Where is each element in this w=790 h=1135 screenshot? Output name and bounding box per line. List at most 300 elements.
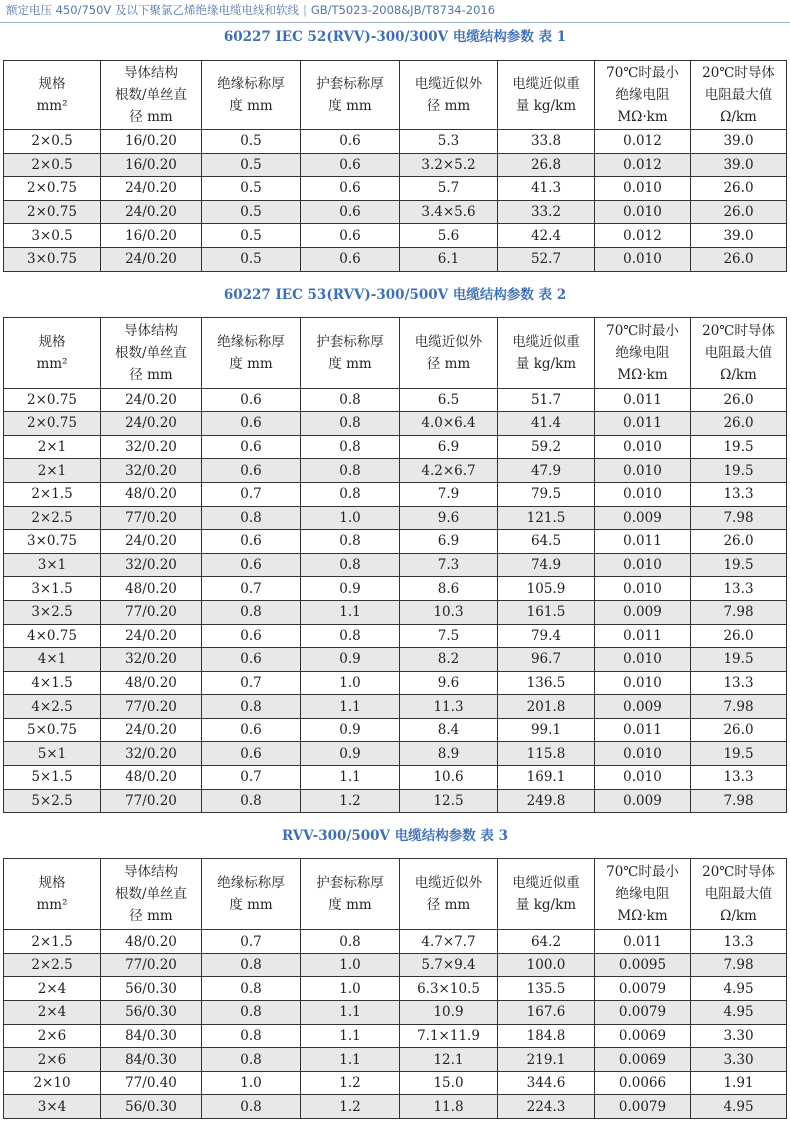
cell-insulation-thickness: 0.7: [202, 766, 301, 790]
column-header-line: MΩ·km: [617, 366, 668, 383]
table-row: [4, 671, 787, 695]
table-row: [4, 718, 787, 742]
table-row: [4, 506, 787, 530]
cell-outer-diameter: 11.3: [400, 695, 498, 719]
cell-spec: 2×0.5: [4, 153, 101, 177]
table-row: [4, 742, 787, 766]
cell-spec: 5×1: [4, 742, 101, 766]
cell-insulation-resistance: 0.009: [595, 506, 691, 530]
cell-insulation-resistance: 0.010: [595, 766, 691, 790]
column-header-line: 20℃时导体: [702, 322, 775, 339]
cell-insulation-resistance: 0.009: [595, 789, 691, 813]
column-header-line: 根数/单丝直: [114, 87, 188, 103]
cell-insulation-thickness: 0.8: [202, 695, 301, 719]
cell-conductor-resistance: 7.98: [691, 953, 787, 977]
column-header-conductor-structure: [101, 317, 202, 388]
cell-spec: 4×2.5: [4, 695, 101, 719]
cell-outer-diameter: 10.6: [400, 766, 498, 790]
column-header-line: 规格: [38, 76, 66, 92]
column-header-line: 根数/单丝直: [114, 344, 188, 361]
cell-spec: 5×0.75: [4, 718, 101, 742]
column-header-line: 电阻最大值: [704, 344, 773, 361]
column-header-line: 电缆近似外: [414, 76, 483, 92]
cell-insulation-resistance: 0.009: [595, 600, 691, 624]
cell-sheath-thickness: 0.9: [301, 742, 400, 766]
cell-insulation-thickness: 0.8: [202, 600, 301, 624]
column-header-line: 度 mm: [229, 98, 273, 114]
cell-insulation-thickness: 0.7: [202, 930, 301, 954]
cell-insulation-thickness: 0.5: [202, 200, 301, 224]
cell-outer-diameter: 8.2: [400, 648, 498, 672]
table-1-title: 60227 IEC 52(RVV)-300/300V 电缆结构参数 表 1: [223, 29, 567, 45]
column-header-line: 20℃时导体: [702, 65, 775, 81]
cell-spec: 2×2.5: [4, 506, 101, 530]
cell-conductor-resistance: 3.30: [691, 1048, 787, 1072]
cell-weight: 64.2: [498, 930, 595, 954]
column-header-line: 电缆近似外: [414, 875, 483, 892]
cell-spec: 3×2.5: [4, 600, 101, 624]
cell-insulation-resistance: 0.010: [595, 247, 691, 271]
column-header-conductor-resistance: [691, 317, 787, 388]
cell-weight: 201.8: [498, 695, 595, 719]
column-header-line: 度 mm: [229, 897, 273, 914]
cell-spec: 4×0.75: [4, 624, 101, 648]
cell-outer-diameter: 4.2×6.7: [400, 459, 498, 483]
cell-weight: 344.6: [498, 1071, 595, 1095]
cell-sheath-thickness: 0.8: [301, 388, 400, 412]
cell-conductor-resistance: 39.0: [691, 224, 787, 248]
cell-spec: 3×0.5: [4, 224, 101, 248]
table-row: [4, 200, 787, 224]
cell-conductor-structure: 24/0.20: [101, 247, 202, 271]
cell-conductor-structure: 77/0.40: [101, 1071, 202, 1095]
cell-sheath-thickness: 0.6: [301, 177, 400, 201]
cell-outer-diameter: 7.1×11.9: [400, 1024, 498, 1048]
table-row: [4, 435, 787, 459]
cell-weight: 100.0: [498, 953, 595, 977]
cell-conductor-structure: 32/0.20: [101, 553, 202, 577]
cell-insulation-resistance: 0.011: [595, 624, 691, 648]
cell-insulation-resistance: 0.011: [595, 530, 691, 554]
cell-outer-diameter: 10.3: [400, 600, 498, 624]
cell-outer-diameter: 5.3: [400, 130, 498, 154]
cell-insulation-resistance: 0.012: [595, 153, 691, 177]
cell-conductor-resistance: 7.98: [691, 600, 787, 624]
cell-sheath-thickness: 1.1: [301, 1001, 400, 1025]
cell-sheath-thickness: 1.0: [301, 506, 400, 530]
cell-conductor-structure: 77/0.20: [101, 789, 202, 813]
cell-insulation-resistance: 0.0069: [595, 1024, 691, 1048]
cell-weight: 249.8: [498, 789, 595, 813]
column-header-line: 电缆近似重: [512, 333, 580, 350]
cell-weight: 99.1: [498, 718, 595, 742]
cell-conductor-structure: 56/0.30: [101, 977, 202, 1001]
cell-spec: 2×0.75: [4, 200, 101, 224]
cell-sheath-thickness: 0.6: [301, 224, 400, 248]
cell-outer-diameter: 11.8: [400, 1095, 498, 1119]
column-header-line: 规格: [38, 333, 66, 350]
header-row: [4, 859, 787, 930]
cell-outer-diameter: 7.9: [400, 482, 498, 506]
cell-sheath-thickness: 1.1: [301, 695, 400, 719]
cell-conductor-structure: 24/0.20: [101, 530, 202, 554]
cell-spec: 2×10: [4, 1071, 101, 1095]
cell-outer-diameter: 4.7×7.7: [400, 930, 498, 954]
cell-insulation-resistance: 0.009: [595, 695, 691, 719]
column-header-insulation-thickness: [202, 317, 301, 388]
column-header-line: 绝缘标称厚: [217, 333, 285, 350]
cell-weight: 79.4: [498, 624, 595, 648]
column-header-line: 径 mm: [129, 109, 173, 125]
cell-weight: 161.5: [498, 600, 595, 624]
cell-insulation-thickness: 0.8: [202, 506, 301, 530]
cell-spec: 2×6: [4, 1048, 101, 1072]
cell-spec: 5×1.5: [4, 766, 101, 790]
cell-conductor-structure: 56/0.30: [101, 1001, 202, 1025]
cell-sheath-thickness: 0.6: [301, 247, 400, 271]
cell-spec: 3×0.75: [4, 247, 101, 271]
cell-insulation-thickness: 0.5: [202, 177, 301, 201]
table-row: [4, 412, 787, 436]
table-row: [4, 1024, 787, 1048]
cell-insulation-thickness: 0.5: [202, 224, 301, 248]
column-header-insulation-thickness: [202, 61, 301, 130]
column-header-spec: [4, 61, 101, 130]
column-header-line: Ω/km: [720, 109, 757, 125]
column-header-insulation-resistance: [595, 859, 691, 930]
spec-table-2: [3, 317, 787, 814]
column-header-line: 度 mm: [328, 897, 372, 914]
column-header-line: 绝缘电阻: [615, 87, 670, 103]
table-row: [4, 1095, 787, 1119]
cell-weight: 115.8: [498, 742, 595, 766]
cell-insulation-resistance: 0.010: [595, 742, 691, 766]
column-header-line: 量 kg/km: [515, 355, 577, 372]
cell-sheath-thickness: 0.9: [301, 577, 400, 601]
column-header-line: 护套标称厚: [316, 875, 384, 892]
cell-spec: 3×1: [4, 553, 101, 577]
table-row: [4, 695, 787, 719]
cell-conductor-resistance: 13.3: [691, 671, 787, 695]
column-header-sheath-thickness: [301, 61, 400, 130]
cell-weight: 79.5: [498, 482, 595, 506]
cell-sheath-thickness: 0.8: [301, 482, 400, 506]
cell-insulation-thickness: 0.6: [202, 412, 301, 436]
column-header-insulation-resistance: [595, 317, 691, 388]
table-2-title: 60227 IEC 53(RVV)-300/500V 电缆结构参数 表 2: [223, 286, 567, 303]
column-header-weight: [498, 859, 595, 930]
spec-table-1: [3, 60, 787, 272]
table-row: [4, 459, 787, 483]
column-header-line: 绝缘电阻: [615, 886, 670, 903]
cell-conductor-structure: 56/0.30: [101, 1095, 202, 1119]
column-header-line: mm²: [36, 355, 68, 372]
table-row: [4, 624, 787, 648]
cell-insulation-thickness: 1.0: [202, 1071, 301, 1095]
cell-conductor-resistance: 19.5: [691, 459, 787, 483]
cell-sheath-thickness: 1.0: [301, 977, 400, 1001]
cell-insulation-thickness: 0.6: [202, 553, 301, 577]
cell-outer-diameter: 7.5: [400, 624, 498, 648]
cell-conductor-resistance: 7.98: [691, 506, 787, 530]
cell-spec: 2×1.5: [4, 930, 101, 954]
column-header-outer-diameter: [400, 61, 498, 130]
cell-insulation-thickness: 0.6: [202, 388, 301, 412]
cell-sheath-thickness: 0.9: [301, 718, 400, 742]
table-row: [4, 530, 787, 554]
cell-sheath-thickness: 0.6: [301, 130, 400, 154]
column-header-line: 量 kg/km: [515, 98, 577, 114]
cell-conductor-resistance: 19.5: [691, 553, 787, 577]
cell-insulation-thickness: 0.8: [202, 977, 301, 1001]
table-row: [4, 600, 787, 624]
cell-insulation-thickness: 0.8: [202, 1024, 301, 1048]
column-header-spec: [4, 859, 101, 930]
cell-insulation-thickness: 0.6: [202, 530, 301, 554]
cell-weight: 74.9: [498, 553, 595, 577]
column-header-line: 绝缘标称厚: [217, 875, 285, 892]
cell-insulation-resistance: 0.010: [595, 482, 691, 506]
cell-spec: 4×1: [4, 648, 101, 672]
cell-outer-diameter: 6.3×10.5: [400, 977, 498, 1001]
cell-insulation-thickness: 0.6: [202, 435, 301, 459]
cell-outer-diameter: 5.7: [400, 177, 498, 201]
cell-spec: 2×4: [4, 1001, 101, 1025]
cell-spec: 3×4: [4, 1095, 101, 1119]
cell-outer-diameter: 8.9: [400, 742, 498, 766]
page-header: [0, 0, 790, 23]
cell-outer-diameter: 8.4: [400, 718, 498, 742]
cell-conductor-resistance: 19.5: [691, 435, 787, 459]
table-row: [4, 930, 787, 954]
cell-weight: 52.7: [498, 247, 595, 271]
cell-sheath-thickness: 0.8: [301, 435, 400, 459]
cell-insulation-resistance: 0.012: [595, 130, 691, 154]
cell-conductor-resistance: 3.30: [691, 1024, 787, 1048]
cell-conductor-structure: 24/0.20: [101, 718, 202, 742]
cell-outer-diameter: 9.6: [400, 506, 498, 530]
cell-sheath-thickness: 0.8: [301, 930, 400, 954]
column-header-line: 电缆近似重: [512, 76, 580, 92]
cell-spec: 2×0.75: [4, 388, 101, 412]
cell-weight: 59.2: [498, 435, 595, 459]
column-header-line: 绝缘标称厚: [217, 76, 285, 92]
cell-conductor-resistance: 26.0: [691, 718, 787, 742]
column-header-line: 电阻最大值: [704, 87, 773, 103]
column-header-sheath-thickness: [301, 859, 400, 930]
column-header-line: 规格: [38, 875, 66, 892]
cell-outer-diameter: 6.5: [400, 388, 498, 412]
cell-conductor-resistance: 26.0: [691, 200, 787, 224]
cell-sheath-thickness: 0.6: [301, 200, 400, 224]
cell-insulation-thickness: 0.7: [202, 671, 301, 695]
cell-weight: 105.9: [498, 577, 595, 601]
cell-spec: 3×1.5: [4, 577, 101, 601]
header-separator: |: [302, 3, 307, 17]
column-header-conductor-structure: [101, 859, 202, 930]
table-row: [4, 130, 787, 154]
document-title: 额定电压 450/750V 及以下聚氯乙烯绝缘电缆电线和软线: [6, 3, 299, 17]
cell-conductor-structure: 32/0.20: [101, 648, 202, 672]
column-header-outer-diameter: [400, 859, 498, 930]
cell-conductor-resistance: 26.0: [691, 624, 787, 648]
cell-spec: 2×0.5: [4, 130, 101, 154]
cell-sheath-thickness: 0.8: [301, 412, 400, 436]
table-row: [4, 953, 787, 977]
cell-weight: 135.5: [498, 977, 595, 1001]
cell-conductor-structure: 77/0.20: [101, 695, 202, 719]
cell-weight: 136.5: [498, 671, 595, 695]
table-row: [4, 553, 787, 577]
cell-insulation-thickness: 0.8: [202, 789, 301, 813]
cell-conductor-structure: 32/0.20: [101, 742, 202, 766]
cell-sheath-thickness: 1.0: [301, 953, 400, 977]
cell-conductor-structure: 77/0.20: [101, 953, 202, 977]
column-header-line: 径 mm: [426, 98, 471, 114]
cell-conductor-resistance: 26.0: [691, 530, 787, 554]
column-header-line: 度 mm: [328, 355, 372, 372]
cell-insulation-thickness: 0.6: [202, 742, 301, 766]
column-header-line: 径 mm: [129, 908, 173, 925]
table-row: [4, 482, 787, 506]
cell-sheath-thickness: 1.1: [301, 1024, 400, 1048]
cell-insulation-resistance: 0.012: [595, 224, 691, 248]
cell-conductor-structure: 32/0.20: [101, 459, 202, 483]
column-header-line: 绝缘电阻: [615, 344, 670, 361]
table-row: [4, 648, 787, 672]
cell-conductor-structure: 84/0.30: [101, 1048, 202, 1072]
column-header-line: 70℃时最小: [606, 322, 679, 339]
cell-insulation-thickness: 0.6: [202, 718, 301, 742]
cell-outer-diameter: 12.1: [400, 1048, 498, 1072]
cell-outer-diameter: 12.5: [400, 789, 498, 813]
column-header-line: 70℃时最小: [606, 864, 679, 881]
column-header-line: 护套标称厚: [316, 76, 384, 92]
cell-insulation-resistance: 0.010: [595, 553, 691, 577]
cell-outer-diameter: 6.9: [400, 530, 498, 554]
cell-insulation-resistance: 0.0079: [595, 977, 691, 1001]
cell-conductor-resistance: 1.91: [691, 1071, 787, 1095]
column-header-line: 电缆近似重: [512, 875, 580, 892]
cell-insulation-thickness: 0.8: [202, 1001, 301, 1025]
cell-insulation-resistance: 0.0066: [595, 1071, 691, 1095]
cell-sheath-thickness: 1.1: [301, 1048, 400, 1072]
spec-table-3: [3, 858, 787, 1119]
header-row: [4, 61, 787, 130]
column-header-line: 度 mm: [328, 98, 372, 114]
cell-outer-diameter: 9.6: [400, 671, 498, 695]
cell-conductor-structure: 24/0.20: [101, 412, 202, 436]
table-row: [4, 1001, 787, 1025]
cell-insulation-resistance: 0.0069: [595, 1048, 691, 1072]
column-header-insulation-resistance: [595, 61, 691, 130]
column-header-outer-diameter: [400, 317, 498, 388]
column-header-line: 径 mm: [426, 897, 471, 914]
cell-conductor-structure: 48/0.20: [101, 577, 202, 601]
cell-weight: 47.9: [498, 459, 595, 483]
cell-sheath-thickness: 1.0: [301, 671, 400, 695]
column-header-line: 导体结构: [124, 322, 178, 339]
column-header-line: 护套标称厚: [316, 333, 384, 350]
cell-outer-diameter: 3.4×5.6: [400, 200, 498, 224]
cell-insulation-resistance: 0.0095: [595, 953, 691, 977]
cell-insulation-resistance: 0.0079: [595, 1095, 691, 1119]
cell-outer-diameter: 6.9: [400, 435, 498, 459]
cell-conductor-structure: 16/0.20: [101, 224, 202, 248]
cell-sheath-thickness: 1.1: [301, 600, 400, 624]
cell-weight: 167.6: [498, 1001, 595, 1025]
cell-insulation-resistance: 0.010: [595, 435, 691, 459]
cell-weight: 26.8: [498, 153, 595, 177]
cell-conductor-structure: 48/0.20: [101, 930, 202, 954]
cell-spec: 5×2.5: [4, 789, 101, 813]
cell-sheath-thickness: 1.1: [301, 766, 400, 790]
cell-insulation-resistance: 0.011: [595, 718, 691, 742]
cell-insulation-thickness: 0.8: [202, 953, 301, 977]
cell-weight: 33.8: [498, 130, 595, 154]
cell-spec: 2×6: [4, 1024, 101, 1048]
cell-conductor-structure: 16/0.20: [101, 153, 202, 177]
cell-conductor-structure: 32/0.20: [101, 435, 202, 459]
cell-weight: 224.3: [498, 1095, 595, 1119]
cell-sheath-thickness: 1.2: [301, 1095, 400, 1119]
cell-spec: 2×1.5: [4, 482, 101, 506]
cell-insulation-thickness: 0.7: [202, 482, 301, 506]
column-header-line: 径 mm: [129, 366, 173, 383]
cell-conductor-structure: 24/0.20: [101, 177, 202, 201]
cell-weight: 64.5: [498, 530, 595, 554]
table-row: [4, 577, 787, 601]
cell-weight: 219.1: [498, 1048, 595, 1072]
cell-conductor-structure: 84/0.30: [101, 1024, 202, 1048]
cell-outer-diameter: 8.6: [400, 577, 498, 601]
table-row: [4, 224, 787, 248]
cell-sheath-thickness: 0.6: [301, 153, 400, 177]
cell-spec: 2×1: [4, 435, 101, 459]
header-row: [4, 317, 787, 388]
cell-conductor-structure: 77/0.20: [101, 506, 202, 530]
column-header-conductor-resistance: [691, 61, 787, 130]
column-header-line: mm²: [36, 98, 68, 114]
column-header-line: 70℃时最小: [606, 65, 679, 81]
cell-spec: 3×0.75: [4, 530, 101, 554]
cell-conductor-resistance: 26.0: [691, 247, 787, 271]
table-row: [4, 177, 787, 201]
cell-conductor-structure: 48/0.20: [101, 766, 202, 790]
cell-sheath-thickness: 0.8: [301, 530, 400, 554]
cell-insulation-resistance: 0.010: [595, 577, 691, 601]
cell-insulation-thickness: 0.5: [202, 247, 301, 271]
cell-outer-diameter: 15.0: [400, 1071, 498, 1095]
column-header-line: 电阻最大值: [704, 886, 773, 903]
column-header-insulation-thickness: [202, 859, 301, 930]
table-row: [4, 247, 787, 271]
cell-conductor-resistance: 26.0: [691, 177, 787, 201]
cell-conductor-resistance: 13.3: [691, 930, 787, 954]
table-row: [4, 977, 787, 1001]
cell-conductor-structure: 24/0.20: [101, 388, 202, 412]
column-header-weight: [498, 317, 595, 388]
column-header-line: 20℃时导体: [702, 864, 775, 881]
table-row: [4, 153, 787, 177]
standard-code: GB/T5023-2008&JB/T8734-2016: [310, 3, 496, 17]
cell-insulation-resistance: 0.011: [595, 412, 691, 436]
cell-weight: 184.8: [498, 1024, 595, 1048]
cell-conductor-structure: 48/0.20: [101, 671, 202, 695]
cell-conductor-resistance: 13.3: [691, 577, 787, 601]
cell-conductor-resistance: 13.3: [691, 482, 787, 506]
cell-sheath-thickness: 1.2: [301, 789, 400, 813]
